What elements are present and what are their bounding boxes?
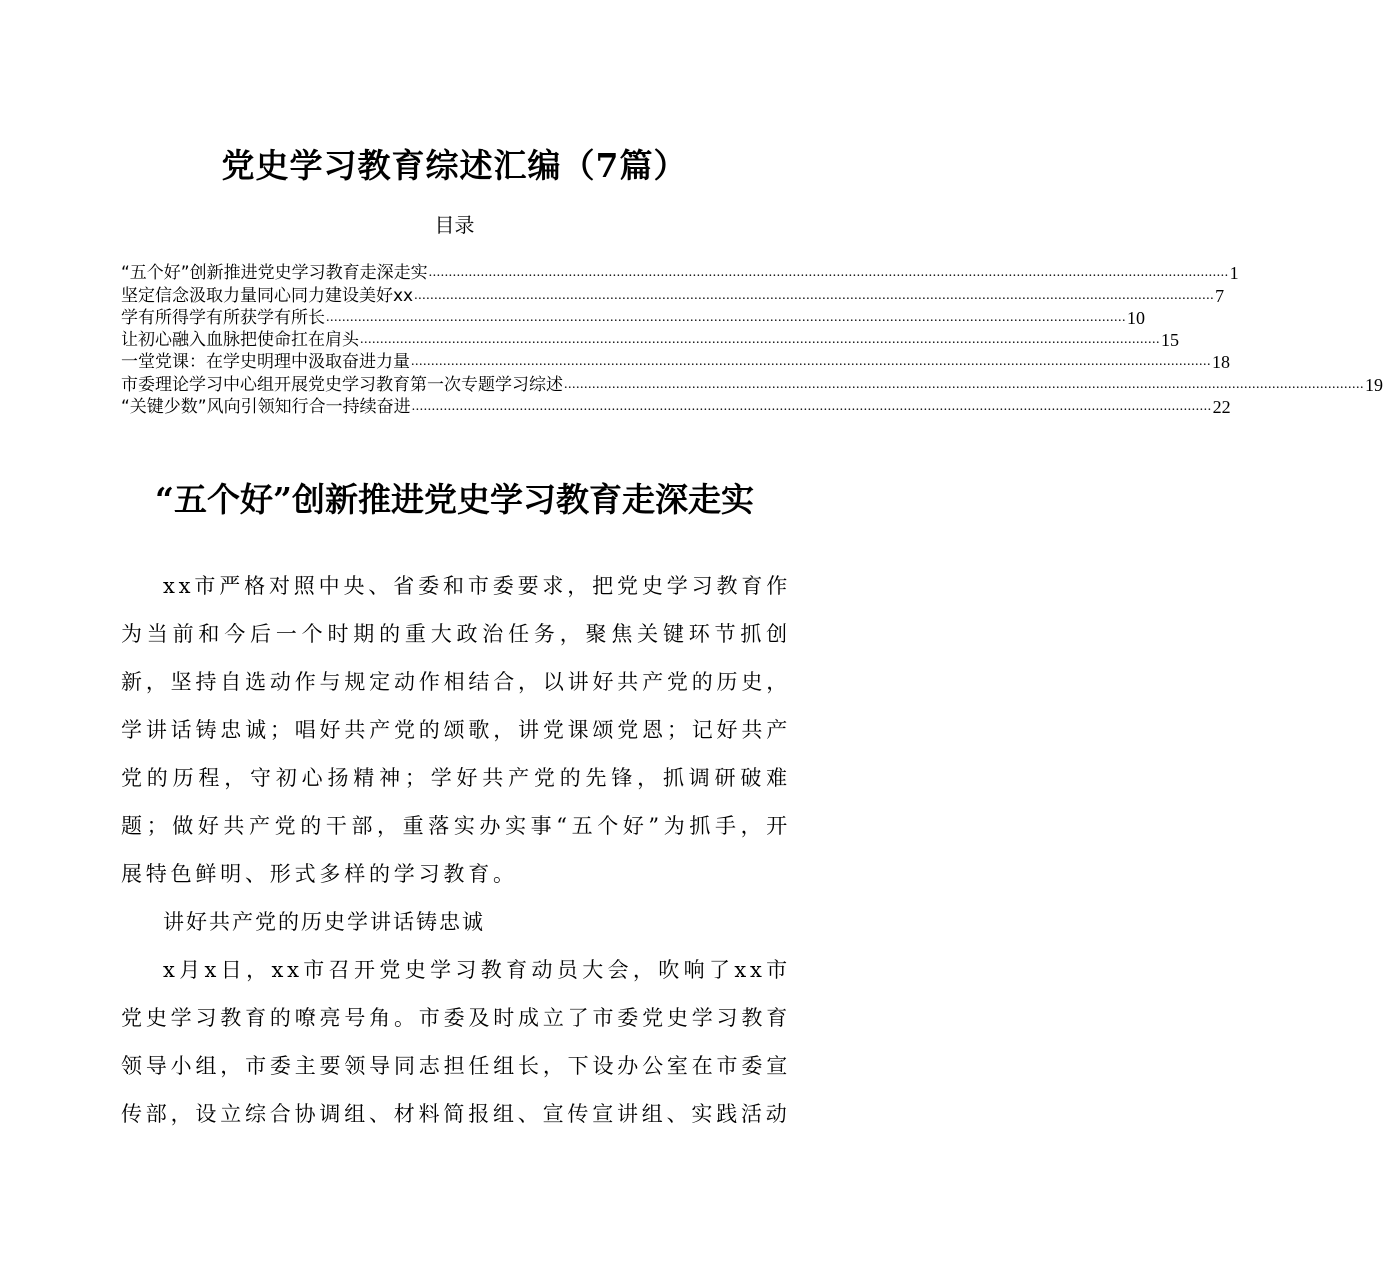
toc-entry-page: 7 (1215, 285, 1225, 306)
toc-entry-page: 22 (1212, 397, 1231, 418)
toc-entry-page: 10 (1127, 307, 1145, 328)
toc-entry-page: 18 (1212, 352, 1230, 373)
body-paragraph: xx市严格对照中央、省委和市委要求，把党史学习教育作为当前和今后一个时期的重大政治任务，聚焦关键环节抓创新，坚持自选动作与规定动作相结合，以讲好共产党的历史，学讲话铸忠诚；唱好共产党的颂歌，讲党课颂党恩；记好共产党的历程，守初心扬精神；学好共产党的先锋，抓调研破难题；做好共产党的干部，重落实办实事“五个好”为抓手，开展特色鲜明、形式多样的学习教育。 (121, 574, 791, 886)
toc-leader-dots: ........................................................................................................................................................................................................ (428, 265, 1229, 281)
toc-entry[interactable] (121, 351, 1230, 373)
document-title: 党史学习教育综述汇编（7篇） (221, 146, 688, 185)
toc-entry-page: 15 (1161, 330, 1179, 351)
toc-leader-dots: ........................................................................................................................................................................................................ (564, 376, 1364, 392)
toc-heading: 目录 (434, 213, 475, 237)
toc-entry[interactable] (121, 307, 1145, 329)
toc-leader-dots: ........................................................................................................................................................................................................ (414, 287, 1215, 303)
toc-leader-dots: ........................................................................................................................................................................................................ (326, 309, 1126, 325)
toc-leader-dots: ........................................................................................................................................................................................................ (360, 332, 1160, 348)
toc-entry-title: 让初心融入血脉把使命扛在肩头 (121, 330, 359, 351)
toc-entry[interactable] (121, 373, 1383, 395)
toc-entry-title: 市委理论学习中心组开展党史学习教育第一次专题学习综述 (121, 374, 563, 395)
toc-entry-page: 19 (1365, 374, 1383, 395)
toc-entry-title: 一堂党课：在学史明理中汲取奋进力量 (121, 352, 410, 373)
toc-entry[interactable] (121, 284, 1225, 306)
toc-entry-title: 学有所得学有所获学有所长 (121, 307, 325, 328)
table-of-contents (121, 262, 1383, 418)
article-title: “五个好”创新推进党史学习教育走深走实 (155, 480, 754, 519)
toc-entry-title: “五个好”创新推进党史学习教育走深走实 (121, 263, 428, 284)
toc-entry[interactable] (121, 396, 1231, 418)
article-body (121, 562, 791, 1138)
section-heading: 讲好共产党的历史学讲话铸忠诚 (163, 910, 485, 934)
toc-entry-page: 1 (1229, 263, 1239, 284)
toc-leader-dots: ........................................................................................................................................................................................................ (411, 399, 1212, 415)
toc-entry[interactable] (121, 262, 1239, 284)
body-paragraph: x月x日，xx市召开党史学习教育动员大会，吹响了xx市党史学习教育的嘹亮号角。市委及时成立了市委党史学习教育领导小组，市委主要领导同志担任组长，下设办公室在市委宣传部，设立综合协调组、材料简报组、宣传宣讲组、实践活动 (121, 958, 791, 1126)
toc-entry-title: 坚定信念汲取力量同心同力建设美好xx (121, 285, 414, 306)
toc-leader-dots: ........................................................................................................................................................................................................ (411, 354, 1211, 370)
toc-entry-title: “关键少数”风向引领知行合一持续奋进 (121, 397, 411, 418)
toc-entry[interactable] (121, 329, 1179, 351)
